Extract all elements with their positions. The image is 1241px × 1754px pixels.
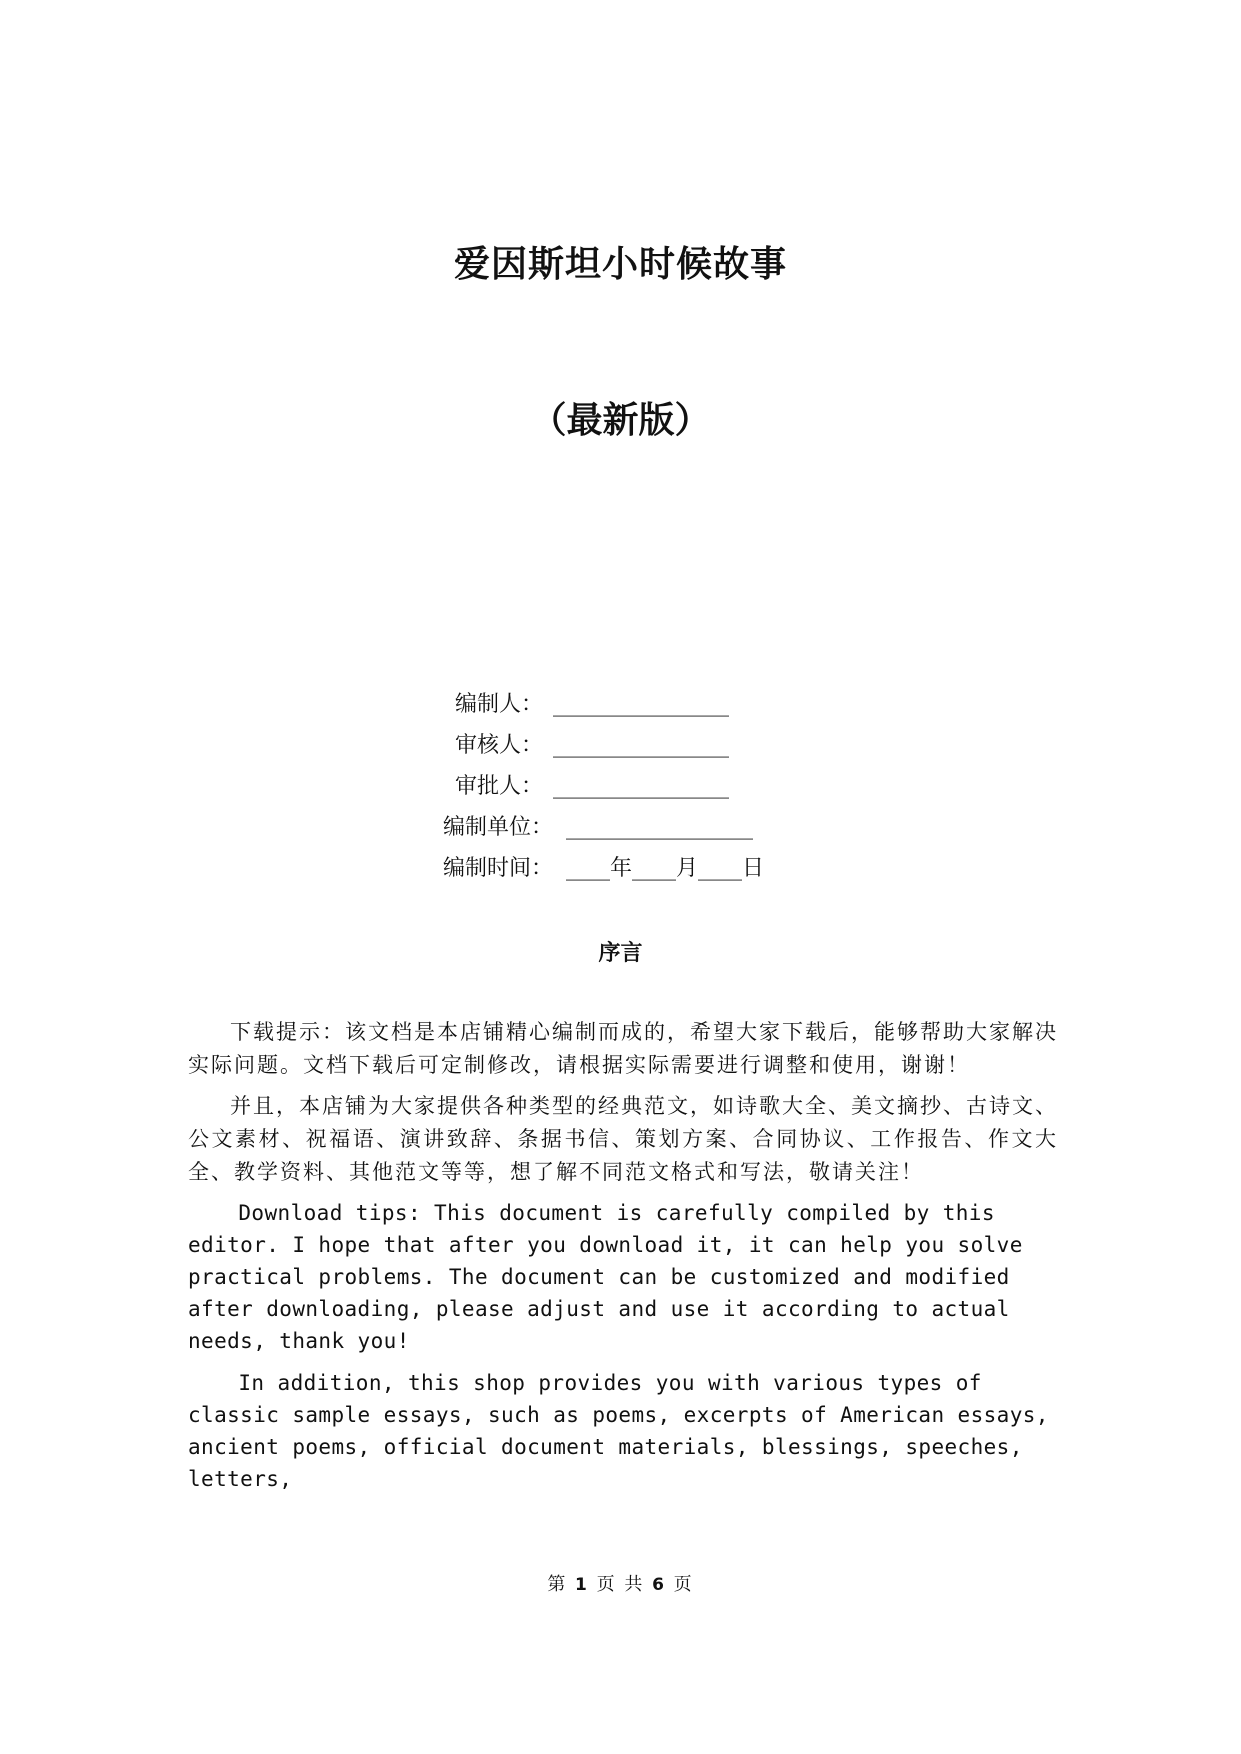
approver-line: ________________ xyxy=(553,774,729,799)
preface-paragraph: Download tips: This document is carefully compiled by this editor. I hope that after you download it, it can help you solve practical problems. The document can be customized and modified after downloading, please adjust and use it according to actual needs, thank you! xyxy=(188,1201,1023,1353)
approver-label: 审批人： xyxy=(455,774,544,799)
reviewer-line: ________________ xyxy=(553,733,729,758)
footer-prefix: 第 xyxy=(547,1574,568,1595)
preface-body xyxy=(188,1016,1058,1505)
preface-paragraph: 下载提示：该文档是本店铺精心编制而成的，希望大家下载后，能够帮助大家解决实际问题。文档下载后可定制修改，请根据实际需要进行调整和使用，谢谢！ xyxy=(188,1020,1058,1077)
reviewer-label: 审核人： xyxy=(455,733,544,758)
compiler-line: ________________ xyxy=(553,692,729,717)
compiler-label: 编制人： xyxy=(455,692,544,717)
date-line: ____年____月____日 xyxy=(566,856,765,881)
time-label: 编制时间： xyxy=(443,856,554,881)
time-row xyxy=(0,848,1241,889)
current-page-number: 1 xyxy=(575,1575,589,1595)
approver-row xyxy=(0,766,1241,807)
total-pages-number: 6 xyxy=(652,1575,666,1595)
compiler-row xyxy=(0,684,1241,725)
preface-heading: 序言 xyxy=(598,940,643,966)
footer-middle: 页 共 xyxy=(596,1574,645,1595)
signature-block xyxy=(0,684,1241,889)
preface-paragraph: In addition, this shop provides you with various types of classic sample essays, such as poems, excerpts of American essays, ancient poems, official document materials, blessings, speeches, letters, xyxy=(188,1371,1049,1491)
footer-suffix: 页 xyxy=(673,1574,694,1595)
unit-row xyxy=(0,807,1241,848)
unit-line: _________________ xyxy=(566,815,753,840)
unit-label: 编制单位： xyxy=(443,815,554,840)
reviewer-row xyxy=(0,725,1241,766)
page-footer xyxy=(0,1572,1241,1598)
document-title: 爱因斯坦小时候故事 xyxy=(453,243,787,285)
preface-paragraph: 并且，本店铺为大家提供各种类型的经典范文，如诗歌大全、美文摘抄、古诗文、公文素材、祝福语、演讲致辞、条据书信、策划方案、合同协议、工作报告、作文大全、教学资料、其他范文等等，想了解不同范文格式和写法，敬请关注！ xyxy=(188,1094,1058,1184)
document-subtitle: （最新版） xyxy=(530,399,711,441)
